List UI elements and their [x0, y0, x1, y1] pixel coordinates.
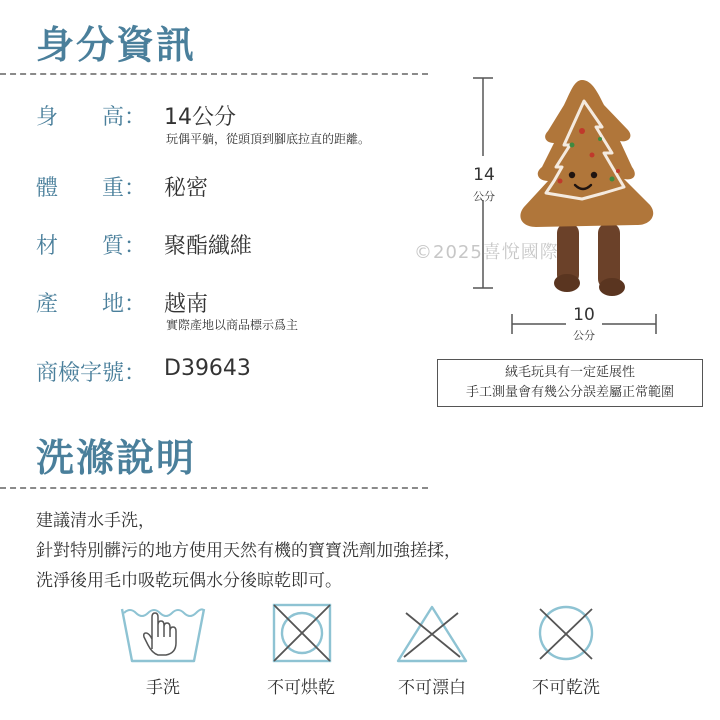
weight-value: 秘密: [164, 176, 209, 201]
width-measure-unit: 公分: [573, 329, 595, 342]
height-value: 14公分: [164, 105, 236, 130]
plush-elasticity-note: [437, 359, 703, 407]
care-label-no-dry-clean: 不可乾洗: [532, 678, 600, 698]
height-note: 玩偶平躺，從頭頂到腳底拉直的距離。: [166, 132, 371, 146]
weight-label: 體 重：: [36, 176, 147, 201]
inspection-label: 商檢字號：: [36, 361, 147, 386]
wash-line-2: 針對特別髒污的地方使用天然有機的寶寶洗劑加強搓揉，: [36, 541, 461, 561]
origin-note: 實際產地以商品標示爲主: [166, 318, 299, 332]
material-label: 材 質：: [36, 234, 147, 259]
hand-wash-icon: [118, 603, 208, 665]
no-dry-clean-icon: [534, 603, 598, 663]
material-value: 聚酯纖維: [164, 234, 253, 259]
height-measure-unit: 公分: [473, 190, 495, 203]
width-measure-number: 10: [573, 305, 595, 325]
height-measure-number: 14: [473, 165, 495, 185]
wash-line-3: 洗淨後用毛巾吸乾玩偶水分後晾乾即可。: [36, 571, 342, 591]
plush-note-line-2: 手工測量會有幾公分誤差屬正常範圍: [465, 385, 674, 400]
origin-value: 越南: [164, 292, 209, 317]
origin-label: 產 地：: [36, 292, 147, 317]
section-title-profile: 身分資訊: [36, 23, 197, 67]
no-bleach-icon: [394, 603, 470, 663]
no-tumble-dry-icon: [270, 603, 334, 663]
care-label-no-bleach: 不可漂白: [398, 678, 466, 698]
height-label: 身 高：: [36, 105, 147, 130]
plush-tree-image: [500, 75, 670, 300]
inspection-value: D39643: [164, 356, 251, 381]
care-label-no-tumble-dry: 不可烘乾: [267, 678, 335, 698]
section-divider: [0, 487, 428, 489]
section-title-washing: 洗滌說明: [36, 436, 197, 480]
section-divider: [0, 73, 428, 75]
care-label-hand-wash: 手洗: [146, 678, 180, 698]
watermark: ©2025喜悅國際: [414, 242, 559, 263]
plush-note-line-1: 絨毛玩具有一定延展性: [504, 365, 635, 380]
wash-line-1: 建議清水手洗，: [36, 511, 155, 531]
